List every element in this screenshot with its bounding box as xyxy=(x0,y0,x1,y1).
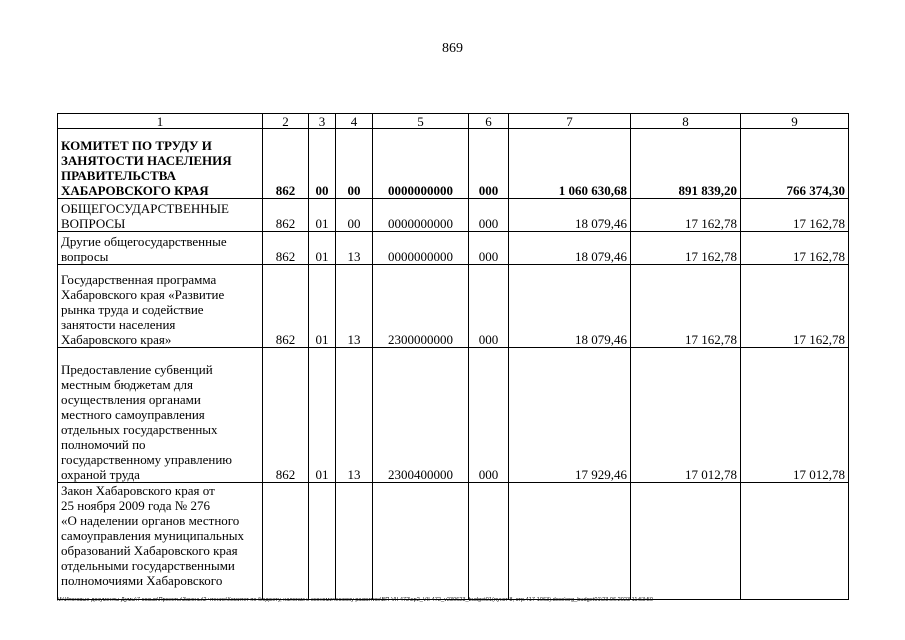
expense-type-code: 000 xyxy=(469,129,509,199)
amount-col-7 xyxy=(509,483,631,600)
row-description xyxy=(58,199,263,232)
table-body xyxy=(58,114,849,600)
ministry-code: 862 xyxy=(263,199,309,232)
table-row xyxy=(58,199,849,232)
row-description xyxy=(58,348,263,483)
amount-col-7: 17 929,46 xyxy=(509,348,631,483)
amount-col-9: 17 162,78 xyxy=(741,199,849,232)
section-code: 01 xyxy=(309,232,336,265)
column-number-9: 9 xyxy=(741,114,849,129)
amount-col-9 xyxy=(741,483,849,600)
amount-col-9: 17 162,78 xyxy=(741,232,849,265)
description-line: ХАБАРОВСКОГО КРАЯ xyxy=(61,183,209,198)
row-description xyxy=(58,129,263,199)
column-number-7: 7 xyxy=(509,114,631,129)
description-line: вопросы xyxy=(61,249,109,264)
expense-type-code: 000 xyxy=(469,265,509,348)
description-line: Государственная программа xyxy=(61,272,217,287)
target-item-code: 2300000000 xyxy=(373,265,469,348)
ministry-code: 862 xyxy=(263,265,309,348)
amount-col-7: 1 060 630,68 xyxy=(509,129,631,199)
subsection-code: 00 xyxy=(336,129,373,199)
amount-col-8: 17 162,78 xyxy=(631,232,741,265)
description-line: ВОПРОСЫ xyxy=(61,216,126,231)
description-line: самоуправления муниципальных xyxy=(61,528,245,543)
column-number-1: 1 xyxy=(58,114,263,129)
amount-col-8: 891 839,20 xyxy=(631,129,741,199)
budget-table xyxy=(57,113,849,600)
ministry-code xyxy=(263,483,309,600)
amount-col-8 xyxy=(631,483,741,600)
ministry-code: 862 xyxy=(263,129,309,199)
target-item-code xyxy=(373,483,469,600)
amount-col-7: 18 079,46 xyxy=(509,232,631,265)
description-line: Предоставление субвенций xyxy=(61,362,213,377)
ministry-code: 862 xyxy=(263,232,309,265)
target-item-code: 0000000000 xyxy=(373,199,469,232)
description-line: осуществления органами xyxy=(61,392,201,407)
expense-type-code xyxy=(469,483,509,600)
subsection-code: 13 xyxy=(336,348,373,483)
description-line: ОБЩЕГОСУДАРСТВЕННЫЕ xyxy=(61,201,229,216)
description-line: 25 ноября 2009 года № 276 xyxy=(61,498,210,513)
row-description xyxy=(58,232,263,265)
column-number-2: 2 xyxy=(263,114,309,129)
description-line: полномочий по xyxy=(61,437,146,452)
subsection-code: 13 xyxy=(336,232,373,265)
description-line: полномочиями Хабаровского xyxy=(61,573,223,588)
description-line: Другие общегосударственные xyxy=(61,234,227,249)
description-line: государственному управлению xyxy=(61,452,232,467)
table-row xyxy=(58,348,849,483)
table-row xyxy=(58,483,849,600)
description-line: местным бюджетам для xyxy=(61,377,193,392)
description-line: «О наделении органов местного xyxy=(61,513,240,528)
amount-col-8: 17 162,78 xyxy=(631,199,741,232)
file-path-footer: M:\Итоговые документы Думы\7 созыв\Проекты\Законы\2 чтение\Комитет по бюджету, налогам и экономическому развитию\ВП-VII-472\sp2_VII-472_v230623_budget01(пункт 8, стр.417-1063).docx\org_budget01\23.06.2023 11:53:50 xyxy=(57,597,654,603)
amount-col-9: 766 374,30 xyxy=(741,129,849,199)
expense-type-code: 000 xyxy=(469,232,509,265)
column-number-3: 3 xyxy=(309,114,336,129)
amount-col-8: 17 162,78 xyxy=(631,265,741,348)
ministry-code: 862 xyxy=(263,348,309,483)
target-item-code: 2300400000 xyxy=(373,348,469,483)
row-description xyxy=(58,483,263,600)
table-row xyxy=(58,129,849,199)
description-line: рынка труда и содействие xyxy=(61,302,204,317)
section-code xyxy=(309,483,336,600)
column-number-6: 6 xyxy=(469,114,509,129)
column-number-8: 8 xyxy=(631,114,741,129)
amount-col-9: 17 012,78 xyxy=(741,348,849,483)
amount-col-9: 17 162,78 xyxy=(741,265,849,348)
description-line: Хабаровского края «Развитие xyxy=(61,287,225,302)
subsection-code xyxy=(336,483,373,600)
target-item-code: 0000000000 xyxy=(373,232,469,265)
description-line: ПРАВИТЕЛЬСТВА xyxy=(61,168,176,183)
column-number-5: 5 xyxy=(373,114,469,129)
amount-col-7: 18 079,46 xyxy=(509,199,631,232)
section-code: 00 xyxy=(309,129,336,199)
amount-col-8: 17 012,78 xyxy=(631,348,741,483)
description-line: Закон Хабаровского края от xyxy=(61,483,215,498)
description-line: ЗАНЯТОСТИ НАСЕЛЕНИЯ xyxy=(61,153,232,168)
section-code: 01 xyxy=(309,348,336,483)
description-line: охраной труда xyxy=(61,467,140,482)
description-line: отдельных государственных xyxy=(61,422,218,437)
target-item-code: 0000000000 xyxy=(373,129,469,199)
description-line: отдельными государственными xyxy=(61,558,235,573)
expense-type-code: 000 xyxy=(469,348,509,483)
table-row xyxy=(58,265,849,348)
amount-col-7: 18 079,46 xyxy=(509,265,631,348)
expense-type-code: 000 xyxy=(469,199,509,232)
description-line: Хабаровского края» xyxy=(61,332,172,347)
section-code: 01 xyxy=(309,199,336,232)
description-line: КОМИТЕТ ПО ТРУДУ И xyxy=(61,138,212,153)
table-row xyxy=(58,232,849,265)
description-line: занятости населения xyxy=(61,317,176,332)
section-code: 01 xyxy=(309,265,336,348)
subsection-code: 00 xyxy=(336,199,373,232)
page-number: 869 xyxy=(442,41,463,56)
description-line: образований Хабаровского края xyxy=(61,543,238,558)
row-description xyxy=(58,265,263,348)
subsection-code: 13 xyxy=(336,265,373,348)
column-number-row xyxy=(58,114,849,129)
description-line: местного самоуправления xyxy=(61,407,205,422)
column-number-4: 4 xyxy=(336,114,373,129)
